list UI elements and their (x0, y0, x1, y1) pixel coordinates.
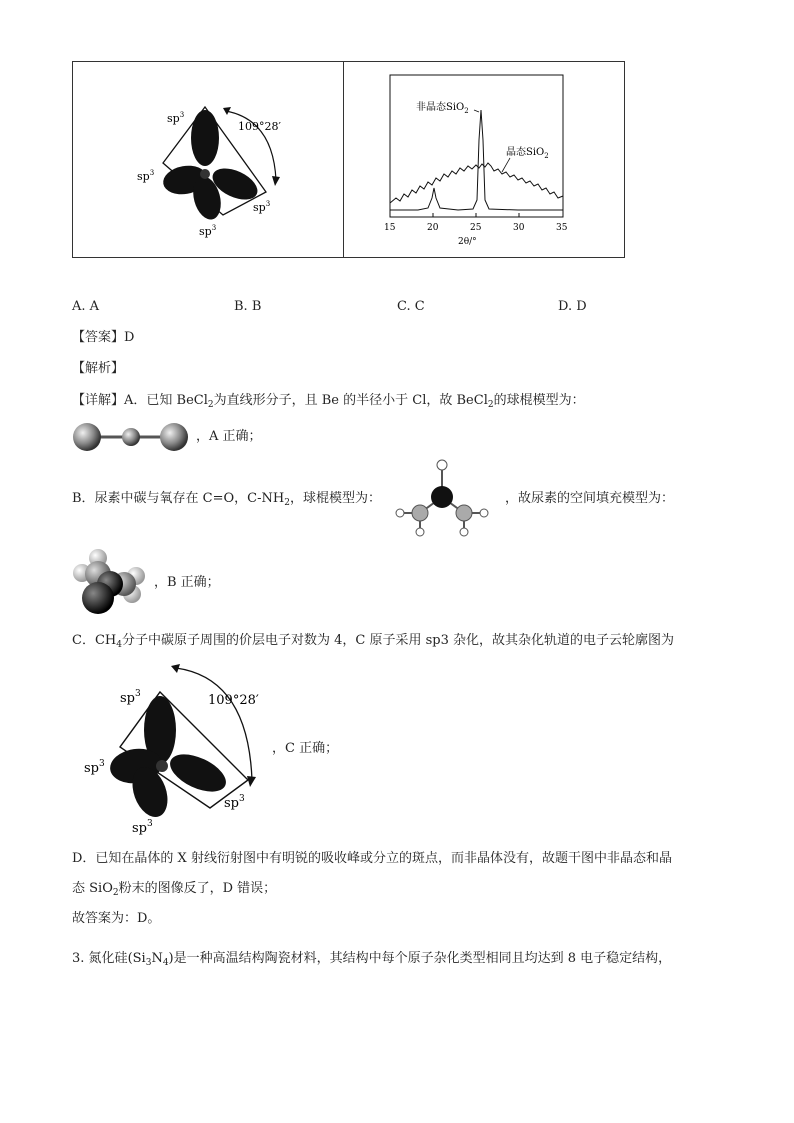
xrd-plot (378, 70, 588, 250)
h-atom-2 (416, 528, 424, 536)
angle-label: 109°28′ (238, 120, 281, 133)
urea-space-filling-model (70, 546, 150, 618)
central-atom (200, 169, 210, 179)
detail-a-line: 【详解】A．已知 BeCl$_2$为直线形分子，且 Be 的半径小于 Cl，故 BeCl$_2$的球棍模型为： (72, 393, 585, 410)
detail-b-part3: ，故尿素的空间填充模型为： (505, 491, 675, 506)
detail-d-line2: 态 SiO$_2$粉末的图像反了，D 错误； (72, 881, 277, 898)
o-atom (437, 460, 447, 470)
orbital-label-3: $sp^3$ (253, 200, 271, 214)
h-atom-4 (460, 528, 468, 536)
detail-a-correct: ，A 正确； (196, 429, 262, 444)
becl2-ball-stick-model (70, 421, 192, 453)
sf-o (82, 582, 114, 614)
detail-b-correct: ，B 正确； (154, 575, 220, 590)
arc-arrow-bottom-detail (247, 776, 256, 787)
n-atom-right (456, 505, 472, 521)
cl-atom-left (73, 423, 101, 451)
option-b: B. B (234, 299, 262, 314)
x-tick-30: 30 (513, 223, 525, 233)
orbital-label-detail-3: $sp^3$ (224, 794, 245, 811)
orbital-label-detail-4: $sp^3$ (132, 819, 153, 836)
arc-arrowhead-top (223, 107, 231, 115)
orbital-label-2: $sp^3$ (137, 169, 155, 183)
angle-label-detail: 109°28′ (208, 693, 259, 708)
urea-ball-stick-model (388, 457, 496, 541)
be-atom (122, 428, 140, 446)
lobe-right-detail (164, 747, 231, 800)
orbital-label-detail-2: $sp^3$ (84, 759, 105, 776)
sp3-orbital-diagram-top (123, 80, 338, 250)
x-ticks (390, 213, 563, 217)
h-atom-3 (480, 509, 488, 517)
orbital-label-detail-1: $sp^3$ (120, 689, 141, 706)
table-divider (343, 62, 344, 257)
option-c: C. C (397, 299, 425, 314)
detail-d-line1: D．已知在晶体的 X 射线衍射图中有明锐的吸收峰或分立的斑点，而非晶体没有，故题干图中非晶态和晶 (72, 851, 672, 866)
arc-arrowhead-bottom (272, 176, 280, 186)
orbital-label-4: $sp^3$ (199, 224, 217, 238)
amorphous-pointer (474, 110, 479, 112)
option-a: A. A (72, 299, 100, 314)
answer-line: 【答案】D (72, 330, 135, 345)
crystalline-curve (390, 163, 563, 203)
cl-atom-right (160, 423, 188, 451)
detail-c-line: C．$CH_4$分子中碳原子周围的价层电子对数为 4，C 原子采用 sp3 杂化，故其杂化轨道的电子云轮廓图为 (72, 633, 674, 650)
amorphous-curve (390, 110, 563, 210)
option-d: D. D (558, 299, 587, 314)
detail-b-line: B．尿素中碳与氧存在 C=O，$C-NH_2$，球棍模型为： (72, 491, 381, 508)
h-atom-1 (396, 509, 404, 517)
analysis-tag: 【解析】 (72, 361, 125, 376)
crystal-pointer (502, 158, 510, 172)
detail-c-correct: ，C 正确； (272, 741, 339, 756)
figure-table (72, 61, 625, 258)
crystal-label: 晶态SiO$_2$ (506, 147, 549, 160)
x-tick-20: 20 (427, 223, 439, 233)
orbital-lobe-top (191, 110, 219, 166)
x-axis-label: 2θ/° (458, 237, 477, 247)
central-atom-detail (156, 760, 168, 772)
plot-frame (390, 75, 563, 217)
orbital-label-1: $sp^3$ (167, 111, 185, 125)
x-tick-25: 25 (470, 223, 482, 233)
c-atom (431, 486, 453, 508)
sp3-orbital-diagram-detail (78, 660, 268, 842)
n-atom-left (412, 505, 428, 521)
x-tick-35: 35 (556, 223, 568, 233)
amorphous-label: 非晶态SiO$_2$ (416, 102, 469, 115)
x-tick-15: 15 (384, 223, 396, 233)
question-3-line: 3. 氮化硅$(Si_3N_4)$是一种高温结构陶瓷材料，其结构中每个原子杂化类型相同且均达到 8 电子稳定结构， (72, 951, 672, 968)
conclusion-line: 故答案为：D。 (72, 911, 161, 926)
